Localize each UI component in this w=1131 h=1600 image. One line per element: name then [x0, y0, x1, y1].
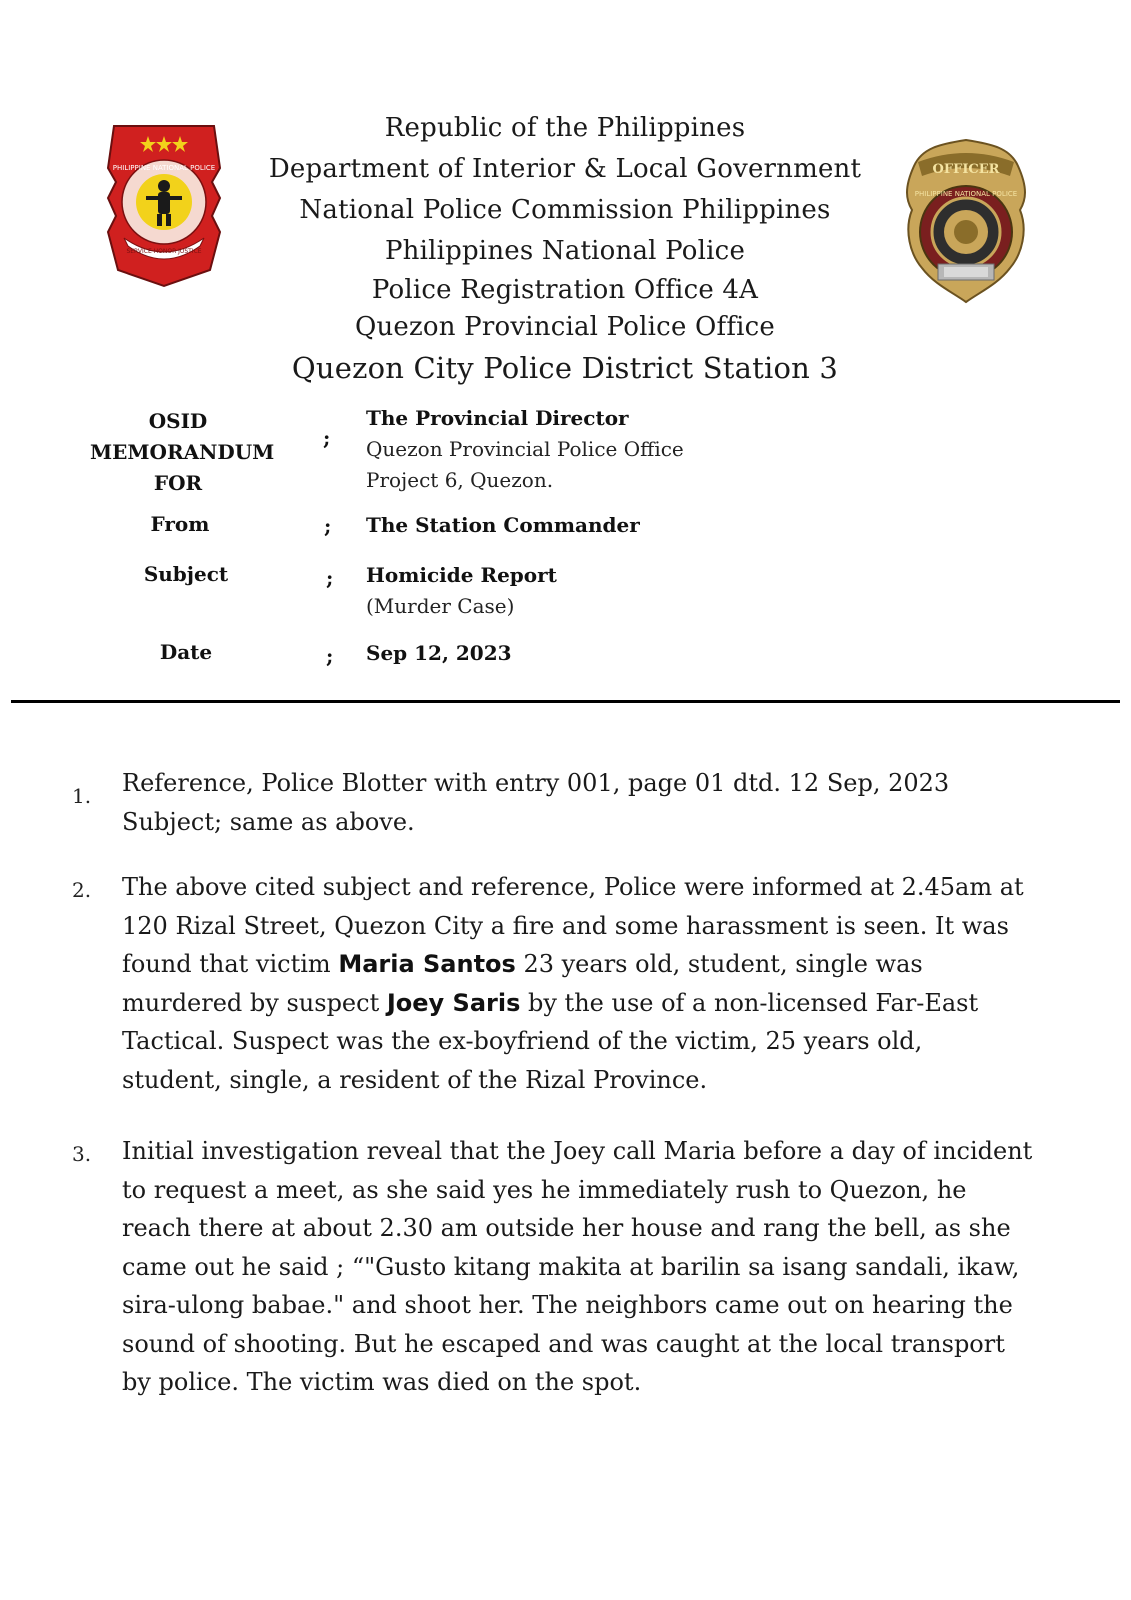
subject-title: Homicide Report — [366, 563, 557, 587]
para-1-number: 1. — [72, 784, 92, 808]
pnp-seal-icon — [102, 120, 226, 290]
date-label: Date — [159, 640, 213, 664]
para-2-part-1: The above cited subject and reference, Police were informed at 2.45am at 120 Rizal Street, Quezon City a fire and some harassment is seen. It was found that victim — [122, 873, 1024, 978]
subject-label: Subject — [143, 562, 229, 586]
para-2-part-2: 23 years old, student, single was murdered by suspect — [122, 950, 923, 1017]
subject-value — [366, 560, 557, 622]
subject-sub: (Murder Case) — [366, 594, 515, 618]
separator-for: ; — [323, 426, 331, 450]
from-value: The Station Commander — [366, 513, 640, 537]
for-title: The Provincial Director — [366, 406, 629, 430]
separator-from: ; — [324, 514, 332, 538]
header-line-provincial: Quezon Provincial Police Office — [354, 312, 776, 342]
memo-for-label — [90, 406, 275, 499]
header-line-registration: Police Registration Office 4A — [371, 275, 759, 305]
label-for: FOR — [153, 471, 203, 495]
para-2-part-3: by the use of a non-licensed Far-East Tactical. Suspect was the ex-boyfriend of the victim, 25 years old, student, single, a resident of the Rizal Province. — [122, 988, 979, 1094]
para-2-text — [122, 868, 1082, 1099]
date-value: Sep 12, 2023 — [366, 641, 512, 665]
from-label: From — [150, 512, 210, 536]
label-memorandum: MEMORANDUM — [90, 440, 275, 464]
para-1-text: Reference, Police Blotter with entry 001, page 01 dtd. 12 Sep, 2023 Subject; same as above. — [122, 769, 950, 836]
for-line-office: Quezon Provincial Police Office — [366, 437, 684, 461]
header-line-department: Department of Interior & Local Government — [268, 154, 862, 184]
svg-text:PHILIPPINE NATIONAL POLICE: PHILIPPINE NATIONAL POLICE — [914, 190, 1018, 198]
separator-subject: ; — [326, 566, 334, 590]
victim-name: Maria Santos — [338, 950, 516, 978]
separator-date: ; — [326, 644, 334, 668]
letterhead — [260, 108, 870, 390]
header-divider — [11, 700, 1120, 703]
para-3-text: Initial investigation reveal that the Joey call Maria before a day of incident to request a meet, as she said yes he immediately rush to Quezon, he reach there at about 2.30 am outside her house and rang the bell, as she came out he said ; “"Gusto kitang makita at barilin sa isang sandali, ikaw, sira-ulong babae." and shoot her. The neighbors came out on hearing the sound of shooting. But he escaped and was caught at the local transport by police. The victim was died on the spot. — [122, 1137, 1033, 1396]
svg-text:PHILIPPINE NATIONAL POLICE: PHILIPPINE NATIONAL POLICE — [112, 164, 216, 172]
label-osid: OSID — [148, 409, 208, 433]
for-line-address: Project 6, Quezon. — [366, 468, 554, 492]
header-line-napolcom: National Police Commission Philippines — [299, 195, 831, 225]
header-line-republic: Republic of the Philippines — [384, 113, 746, 143]
para-3-number: 3. — [72, 1142, 92, 1166]
suspect-name: Joey Saris — [386, 988, 521, 1017]
svg-text:SERVICE HONOR JUSTICE: SERVICE HONOR JUSTICE — [126, 248, 202, 255]
para-2-number: 2. — [72, 878, 92, 902]
header-line-station: Quezon City Police District Station 3 — [291, 351, 839, 385]
officer-badge-icon — [900, 136, 1032, 306]
memo-for-value — [366, 403, 684, 496]
svg-text:OFFICER: OFFICER — [932, 162, 1000, 177]
header-line-pnp: Philippines National Police — [384, 236, 746, 266]
